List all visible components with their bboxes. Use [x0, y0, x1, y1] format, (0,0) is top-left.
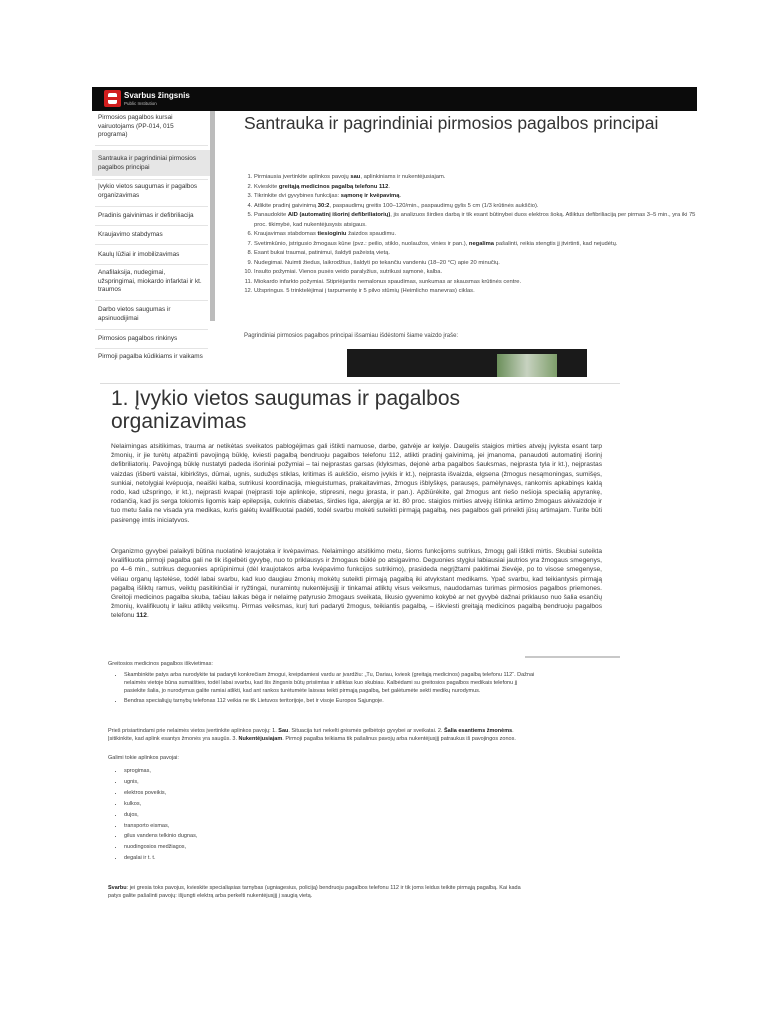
danger-item: • nuodingosios medžiagos, — [124, 842, 197, 853]
step-text: žaizdos spaudimu. — [346, 231, 397, 237]
danger-item: • dujos, — [124, 810, 197, 821]
step-text: Kraujavimas stabdomas — [254, 231, 318, 237]
dangers-list — [108, 766, 197, 864]
video-intro-text: Pagrindiniai pirmosios pagalbos principai išsamiau išdėstomi šiame vaizdo įraše: — [244, 333, 459, 339]
logo-icon[interactable] — [104, 90, 121, 107]
sidebar-item-workplace[interactable]: Darbo vietos saugumas ir apsinuodijimai — [98, 306, 171, 322]
step-text: pašalinti, reikia stengtis jį įtvirtinti, kad nejudėtų. — [494, 240, 618, 247]
summary-screenshot — [92, 87, 697, 377]
paragraph-accidents: Nelaimingas atsitikimas, trauma ar netikėtas sveikatos pablogėjimas gali ištikti namuose, darbe, gatvėje ar kelyje. Daugelis staigios mirties atvejų įvyksta esant tarp žmonių, ir jie turėtų atpažinti pavojingą būklę, kviesti pagalbą bendruoju pagalbos telefonu 112, atlikti pradinį gaivinimą, jei įmanoma, panaudoti automatinį išorinį defibriliatorių. Pavojingą būklę nustatyti padeda išoriniai požymiai – tai neįprastas garsas (klyksmas, dejonė arba pagalbos šauksmas, neįprasta tyla ir kt.), neįprastas vaizdas (išberti vaistai, kibirkštys, dūmai, ugnis, sudužęs stiklas, kritimas iš aukščio, eismo įvykis ir kt.), neįprasta išvaizda, elgsena (žmogus nesąmoningas, sumišęs, sunkiai, netolygiai kvėpuoja, neaiški kalba, sutrikusi koordinacija, mieguistumas, prakaitavimas, žmogus išblyškęs, parausęs, pamėlynavęs, rankomis apkabinęs kaklą rodo, kad užspringo, ir kt.), neįprasti kvapai (neįprasti toje aplinkoje, stipresni, negu įprasta, ir pan.). Apžiūrėkite, gal žmogus ant riešo nešioja specialią apyrankę, rodančią, kad jis serga tokiomis ligomis kaip epilepsija, cukrinis diabetas, širdies liga, alergija ar kt. 80 proc. staigios mirties atvejų ištinka artimo žmogaus akivaizdoje ir tuo metu šalia ne visada yra medikas, kuris galėtų kvalifikuotai padėti, todėl svarbu mokėti suteikti pirmąją pagalbą, nes pagalbos gali prireikti jūsų artimajam. Turite būti pasirengę imtis iniciatyvos. — [111, 443, 602, 524]
text: . Pirmoji pagalba teikiama tik pašalinus pavojų arba nukentėjusįjį patraukus iš pavojingos zonos. — [282, 736, 516, 742]
emergency-heading: Greitosios medicinos pagalbos iškvietimas: — [108, 661, 213, 667]
list-item: • Skambinkite patys arba nurodykite tai padaryti konkrečiam žmogui, kreipdamiesi vardu ar įvardžiu: „Tu, Dariau, kviesk (greitąją medicinos) pagalbą telefonu 112“. Dažnai nelaimės vietoje būna sumaišties, todėl labai svarbu, kad šis žingsnis būtų prisiimtas ir atliktas kuo skubiau. Kalbėdami su greitosios pagalbos medikais telefonu jį pasiekite šalia, jo nurodymus galite ramiai atlikti, kad ant rankos turėtumėte laisvas teikti pirmąją pagalbą, bet galėtumėte sekti medikų nurodymus. — [124, 671, 539, 695]
sidebar-item-fractures[interactable]: Kaulų lūžiai ir imobilizavimas — [98, 251, 180, 258]
danger-item: • gilus vandens telkinio dugnas, — [124, 831, 197, 842]
list-item: • Bendras specialiųjų tarnybų telefonas 112 veikia ne tik Lietuvos teritorijoje, bet ir visoje Europos Sąjungoje. — [124, 697, 539, 705]
sidebar-item-course[interactable]: Pirmosios pagalbos kursai vairuotojams (PP-014, 015 programa) — [98, 114, 174, 138]
emergency-call-screenshot — [100, 656, 535, 906]
danger-item: • kulkos, — [124, 799, 197, 810]
text: . Įsitikinkite, kad aplink esantys žmonės yra saugūs. 3. — [108, 728, 514, 742]
step-text: . — [388, 183, 390, 190]
sidebar-item-infants[interactable]: Pirmoji pagalba kūdikiams ir vaikams — [98, 353, 203, 360]
summary-step — [254, 230, 697, 240]
summary-step — [254, 278, 697, 288]
danger-item: • elektros poveikis, — [124, 788, 197, 799]
text: Prieš prisiartindami prie nelaimės vietos įvertinkite aplinkos pavojų: 1. — [108, 728, 279, 734]
text: . Situacija turi nekelti grėsmės gelbėtojo gyvybei ar sveikatai. 2. — [288, 728, 444, 734]
sidebar-item-anaphylaxis[interactable]: Anafilaksija, nudegimai, užspringimai, miokardo infarktai ir kt. traumos — [98, 269, 202, 293]
sidebar-item-cpr[interactable]: Pradinis gaivinimas ir defibriliacija — [98, 212, 194, 219]
step-text: Miokardo infarkto požymiai. Stipriėjantis nemalonus spaudimas, sunkumas ar skausmas krūtinės centre. — [254, 278, 522, 285]
summary-step — [254, 259, 697, 269]
step-text: Nudegimai. Nuimti žiedus, laikrodžius, šaldyti po tekančiu vandeniu (18–20 °C) apie 20 minučių. — [254, 259, 500, 266]
bold-text: Šalia esantiems žmonėms — [443, 728, 513, 734]
step-bold-text: sau — [350, 174, 361, 180]
video-player[interactable] — [347, 349, 587, 377]
sidebar-item-first-aid-kit[interactable]: Pirmosios pagalbos rinkinys — [98, 335, 178, 342]
step-text: . — [399, 193, 402, 199]
page-title: Santrauka ir pagrindiniai pirmosios pagalbos principai — [244, 113, 659, 133]
summary-step — [254, 287, 697, 297]
step-text: Tikrinkite dvi gyvybines funkcijas: — [254, 193, 341, 199]
step-text: Kvieskite — [254, 183, 279, 190]
course-sidebar — [92, 111, 210, 377]
paragraph-text: Organizmo gyvybei palaikyti būtina nuolatinė kraujotaka ir kvėpavimas. Nelaimingo atsitikimo metu, šioms funkcijoms sutrikus, žmogų gali ištikti mirtis. Skubiai suteikta kvalifikuota pirmoji pagalba gali ne tik išgelbėti gyvybę, nuo to priklausys ir žmogaus būklė po atsigavimo. Deguonies stygiui labiausiai jautrios yra žmogaus smegenys, po 4–6 min., sutrikus deguonies aprūpinimui (dėl kraujotakos arba kvėpavimo funkcijos sutrikimo), prasideda negrįžtami pakitimai žievėje, po to visose smegenyse, vėliau organų ląstelėse, todėl labai svarbu, kad kuo daugiau žmonių mokėtų suteikti pirmąją pagalbą iki atvykstant medikams. Ypač svarbu, kad teikiantysis pirmąją pagalbą išliktų ramus, veiktų pasitikinčiai ir ryžtingai, nuramintų nukentėjusįjį ir tinkamai atliktų visus veiksmus, naudodamas turimas pirmosios pagalbos priemones. Greitoji medicinos pagalba skuba, tačiau laikas bėga ir nelaimę patyrusio žmogaus sveikata, likusio gyvenimo kokybė ar net gyvybė dažnai priklauso nuo šalia esančių žmonių, kvalifikuotų ir laiku atliktų veiksmų. Pirmas veiksmas, kurį turi padaryti žmogus, teikiantis pagalbą, – iškviesti greitąją medicinos pagalbą bendruoju pagalbos telefonu — [111, 548, 602, 620]
sidebar-scrollbar[interactable] — [210, 111, 215, 321]
sidebar-item-summary[interactable]: Santrauka ir pagrindiniai pirmosios pagalbos principai — [92, 150, 210, 176]
summary-step — [254, 183, 697, 193]
danger-item: • sprogimas, — [124, 766, 197, 777]
bold-text: Svarbu — [108, 885, 127, 891]
step-bold-text: AID (automatinį išorinį defibriliatorių) — [287, 212, 391, 218]
summary-step — [254, 268, 697, 278]
danger-item: • transporto eismas, — [124, 821, 197, 832]
danger-item: • ugnis, — [124, 777, 197, 788]
emergency-list — [108, 671, 539, 707]
step-text: , jis analizuos širdies darbą ir tik esant būtinybei duos elektros šoką. Atliktus defibriliaciją per pirmas 3–5 min., yra iki 75 proc. tikimybė, kad nukentėjusysis atsigaus. — [254, 212, 696, 228]
step-bold-text: negalima — [468, 240, 495, 247]
step-bold-text: tiesioginiu — [317, 231, 347, 237]
logo-subtitle: Public Institution — [124, 101, 157, 106]
step-text: Panaudokite — [254, 212, 288, 218]
paragraph-end: . — [146, 612, 149, 620]
site-header — [92, 87, 697, 111]
step-bold-text: 30:2 — [317, 202, 330, 209]
summary-step — [254, 173, 697, 183]
sidebar-item-bleeding[interactable]: Kraujavimo stabdymas — [98, 231, 163, 238]
scene-safety-screenshot — [100, 383, 620, 657]
summary-step — [254, 211, 697, 230]
step-text: Pirmiausia įvertinkite aplinkos pavojų — [254, 174, 351, 180]
summary-step — [254, 249, 697, 259]
bold-text: Nukentėjusiajam — [238, 736, 283, 742]
danger-item: • degalai ir t. t. — [124, 853, 197, 864]
emergency-number: 112 — [136, 612, 147, 620]
sidebar-item-scene-safety[interactable]: Įvykio vietos saugumas ir pagalbos organizavimas — [98, 183, 198, 199]
text: : jei gresia toks pavojus, kvieskite specialiąsias tarnybas (ugniagesius, policiją) bendruoju pagalbos telefonu 112 ir tik joms leidus teikite pirmąją pagalbą. Kai kada patys galite pašalinti pavojų: išjungti elektrą arba perkelti nukentėjusįjį į saugią vietą. — [108, 885, 521, 899]
step-bold-text: sąmonę ir kvėpavimą — [340, 193, 400, 199]
summary-step — [254, 192, 697, 202]
step-text: , paspaudimų greitis 100–120/min., paspaudimų gylis 5 cm (1/3 krūtinės aukščio). — [329, 202, 539, 209]
summary-steps-list — [238, 173, 697, 297]
step-text: Užspringus. 5 trinktelėjimai į tarpumentę ir 5 pilvo stūmių (Heimlicho manevras) ciklas. — [254, 288, 475, 294]
bold-text: Sau — [278, 728, 289, 734]
step-text: Svetimkūnio, įstrigusio žmogaus kūne (pvz.: peilio, stiklo, nuolaužos, vinies ir pan.), — [254, 240, 469, 247]
step-text: Insulto požymiai. Vienos pusės veido paralyžius, sutrikusi sąmonė, kalba. — [254, 269, 443, 275]
step-text: Atlikite pradinį gaivinimą — [254, 202, 318, 209]
divider — [100, 383, 620, 384]
step-text: Esant bukai traumai, patinimui, šaldyti pažeistą vietą. — [254, 250, 390, 256]
danger-assessment-text — [108, 727, 523, 743]
summary-step — [254, 202, 697, 212]
warning-text — [108, 884, 523, 900]
step-bold-text: greitąją medicinos pagalbą telefonu 112 — [278, 183, 389, 190]
logo-title[interactable]: Svarbus žingsnis — [124, 91, 190, 100]
dangers-heading: Galimi tokie aplinkos pavojai: — [108, 755, 179, 761]
paragraph-circulation — [111, 547, 602, 621]
section-title: 1. Įvykio vietos saugumas ir pagalbos organizavimas — [111, 387, 461, 433]
step-text: , aplinkiniams ir nukentėjusiajam. — [360, 174, 446, 180]
summary-step — [254, 240, 697, 250]
